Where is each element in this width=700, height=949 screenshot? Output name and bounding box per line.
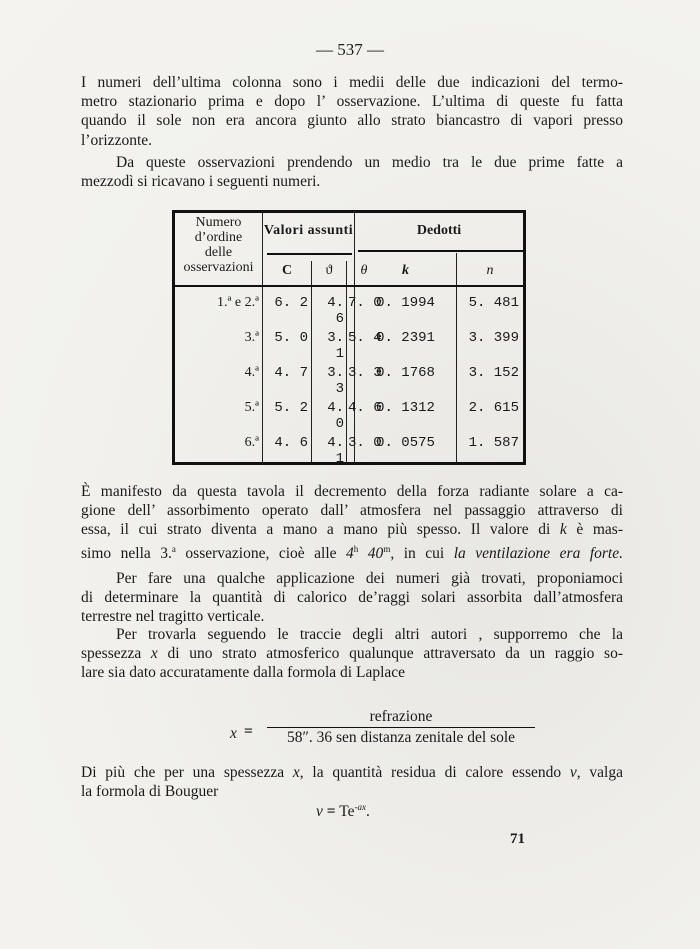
bouguer-formula bbox=[316, 802, 370, 821]
table-rule bbox=[358, 250, 524, 252]
header-text: d’ordine bbox=[194, 230, 243, 245]
paragraph-3 bbox=[81, 482, 623, 563]
formula-equals: = bbox=[244, 723, 253, 740]
table-cell-theta: 5. 4 bbox=[348, 330, 382, 346]
table-cell-k: 0. 1994 bbox=[376, 295, 435, 311]
formula-numerator: refrazione bbox=[369, 708, 433, 725]
table-cell-C: 4. 6 bbox=[274, 435, 308, 451]
text-span: , la quantità residua di calore essendo bbox=[299, 764, 570, 781]
text-line: terrestre nel tragitto verticale. bbox=[81, 608, 265, 626]
signature-mark: 71 bbox=[510, 831, 525, 847]
superscript: a bbox=[171, 543, 176, 554]
text-line bbox=[81, 540, 623, 563]
math-var-x: x bbox=[150, 645, 158, 663]
formula-period: . bbox=[365, 803, 370, 820]
text-span: Di più che per una spessezza bbox=[81, 764, 293, 781]
header-text: delle bbox=[204, 245, 233, 260]
text-line bbox=[81, 520, 623, 539]
table-cell-theta: 3. 3 bbox=[348, 365, 382, 381]
table-divider bbox=[346, 261, 347, 462]
text-line: È manifesto da questa tavola il decremento della forza radiante solare a ca- bbox=[81, 483, 623, 500]
text-line: Da queste osservazioni prendendo un medio tra le due prime fatte a bbox=[116, 154, 623, 171]
text-line: I numeri dell’ultima colonna sono i medii delle due indicazioni del termo- bbox=[81, 74, 623, 91]
table-cell-theta: 3. 0 bbox=[348, 435, 382, 451]
text-line: di determinare la quantità di calorico de’raggi solari assorbita dall’atmosfera bbox=[81, 589, 623, 607]
table-cell-n: 3. 152 bbox=[468, 365, 519, 381]
table-cell-theta-var: 4. 1 bbox=[327, 435, 344, 467]
formula-term: Te bbox=[339, 803, 355, 820]
page-number: — 537 — bbox=[316, 40, 384, 59]
table-cell-n: 3. 399 bbox=[468, 330, 519, 346]
formula-lhs: v bbox=[316, 803, 323, 820]
table-cell-theta-var: 3. 1 bbox=[327, 330, 344, 362]
text-line: gione dell’ assorbimento operato dall’ atmosfera nel passaggio attraverso di bbox=[81, 502, 623, 520]
formula-denominator: 58″. 36 sen distanza zenitale del sole bbox=[286, 729, 516, 746]
header-n: n bbox=[486, 263, 494, 278]
paragraph-5 bbox=[81, 625, 623, 683]
header-text: osservazioni bbox=[183, 260, 254, 275]
paragraph-4 bbox=[81, 569, 623, 627]
table-cell-theta-var: 4. 0 bbox=[327, 400, 344, 432]
table-cell-theta: 7. 0 bbox=[348, 295, 382, 311]
table-cell-k: 0. 1312 bbox=[376, 400, 435, 416]
text-line: quando il sole non era ancora giunto allo strato biancastro di vapori presso bbox=[81, 112, 623, 130]
table-cell-theta-var: 3. 3 bbox=[327, 365, 344, 397]
superscript: h bbox=[353, 543, 359, 554]
header-c: C bbox=[281, 263, 293, 278]
table-rule bbox=[175, 285, 523, 287]
math-var-v: v bbox=[569, 764, 577, 781]
header-theta: θ bbox=[360, 263, 368, 278]
table-cell-C: 5. 2 bbox=[274, 400, 308, 416]
table-cell-C: 6. 2 bbox=[274, 295, 308, 311]
text-span: di uno strato atmosferico qualunque attraversato da un raggio so- bbox=[157, 645, 623, 663]
header-text: Numero bbox=[195, 215, 242, 230]
text-span: simo nella 3. bbox=[81, 544, 172, 562]
math-var-x: x bbox=[292, 764, 300, 781]
table-cell-k: 0. 2391 bbox=[376, 330, 435, 346]
header-k: k bbox=[402, 263, 409, 278]
table-cell-n: 2. 615 bbox=[468, 400, 519, 416]
text-line: mezzodì si ricavano i seguenti numeri. bbox=[81, 173, 321, 191]
header-dedotti: Dedotti bbox=[416, 223, 462, 238]
time-hours: 4 bbox=[346, 544, 354, 562]
table-cell-theta: 4. 6 bbox=[348, 400, 382, 416]
table-cell-order: 6.ª bbox=[244, 435, 259, 450]
paragraph-2 bbox=[81, 153, 623, 191]
text-span: spessezza bbox=[81, 645, 151, 663]
text-line: metro stazionario prima e dopo l’ osservazione. L’ultima di queste fu fatta bbox=[81, 93, 623, 111]
italic-text: la ventilazione era forte. bbox=[453, 544, 623, 562]
table-cell-k: 0. 1768 bbox=[376, 365, 435, 381]
text-line: la formola di Bouguer bbox=[81, 783, 219, 801]
paragraph-1 bbox=[81, 73, 623, 150]
text-line: lare sia dato accuratamente dalla formola di Laplace bbox=[81, 664, 406, 682]
table-cell-C: 5. 0 bbox=[274, 330, 308, 346]
table-cell-n: 5. 481 bbox=[468, 295, 519, 311]
formula-lhs: x bbox=[230, 725, 237, 742]
text-line: Per trovarla seguendo le traccie degli altri autori , supporremo che la bbox=[116, 626, 623, 643]
formula-exponent: -ax bbox=[354, 802, 366, 812]
text-span: , valga bbox=[576, 764, 623, 781]
header-valori-assunti: Valori assunti bbox=[263, 223, 354, 238]
text-line: Per fare una qualche applicazione dei numeri già trovati, proponiamoci bbox=[116, 570, 623, 587]
text-line bbox=[81, 763, 623, 782]
text-span: essa, il cui strato diventa a mano a mano più spesso. Il valore di bbox=[81, 521, 560, 539]
fraction-bar bbox=[267, 727, 535, 728]
text-span: , in cui bbox=[390, 544, 454, 562]
header-order bbox=[175, 215, 262, 275]
table-rule bbox=[267, 253, 352, 255]
text-span: è mas- bbox=[566, 521, 623, 539]
table-cell-order: 4.ª bbox=[244, 365, 259, 380]
superscript: m bbox=[383, 543, 391, 554]
formula-equals: = bbox=[326, 803, 336, 820]
table-cell-order: 5.ª bbox=[244, 400, 259, 415]
table-cell-theta-var: 4. 6 bbox=[327, 295, 344, 327]
observations-table bbox=[172, 210, 526, 465]
paragraph-6 bbox=[81, 763, 623, 801]
table-cell-n: 1. 587 bbox=[468, 435, 519, 451]
text-span: osservazione, cioè alle bbox=[175, 544, 347, 562]
text-line: l’orizzonte. bbox=[81, 131, 153, 149]
table-cell-k: 0. 0575 bbox=[376, 435, 435, 451]
table-cell-order: 3.ª bbox=[244, 330, 259, 345]
header-theta-var: ϑ bbox=[325, 263, 333, 278]
text-line bbox=[81, 644, 623, 663]
time-minutes: 40 bbox=[358, 544, 384, 562]
table-cell-order: 1.ª e 2.ª bbox=[217, 295, 259, 310]
table-cell-C: 4. 7 bbox=[274, 365, 308, 381]
math-var-k: k bbox=[559, 521, 567, 539]
